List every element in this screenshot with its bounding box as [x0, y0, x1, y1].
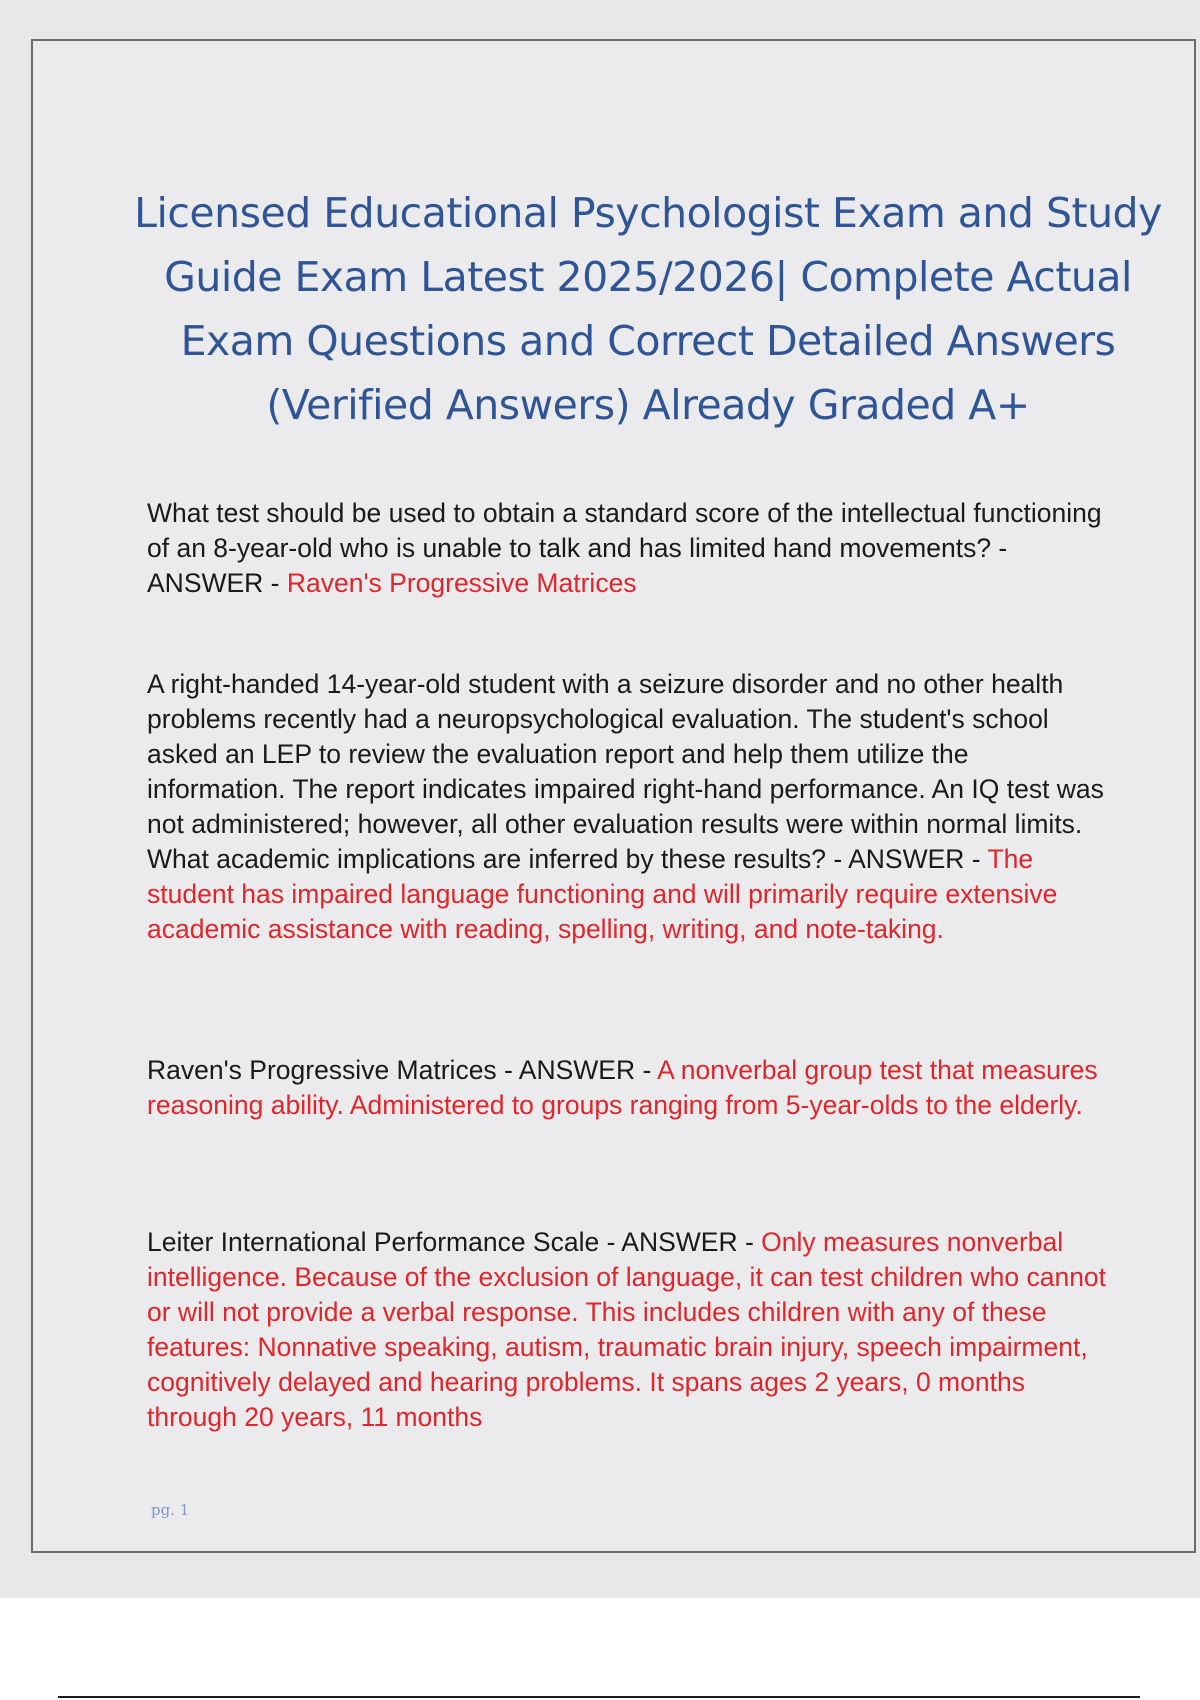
document-title: Licensed Educational Psychologist Exam and Study Guide Exam Latest 2025/2026| Complete Actual Exam Questions and Correct Detailed Answers (Verified Answers) Already Graded A+ [134, 189, 1162, 429]
qa-item [147, 667, 1107, 947]
question-text: Leiter International Performance Scale - ANSWER - [147, 1227, 762, 1257]
qa-item [147, 1225, 1107, 1435]
footer-divider [58, 1696, 1140, 1698]
question-text: A right-handed 14-year-old student with a seizure disorder and no other health problems recently had a neuropsychological evaluation. The student's school asked an LEP to review the evaluation report and help them utilize the information. The report indicates impaired right-hand performance. An IQ test was not administered; however, all other evaluation results were within normal limits. What academic implications are inferred by these results? - ANSWER - [147, 669, 1104, 874]
answer-text: Only measures nonverbal intelligence. Because of the exclusion of language, it can test children who cannot or will not provide a verbal response. This includes children with any of these features: Nonnative speaking, autism, traumatic brain injury, speech impairment, cognitively delayed and hearing problems. It spans ages 2 years, 0 months through 20 years, 11 months [147, 1227, 1107, 1432]
question-text: Raven's Progressive Matrices - ANSWER - [147, 1055, 658, 1085]
answer-text: The student has impaired language functioning and will primarily require extensive academic assistance with reading, spelling, writing, and note-taking. [147, 844, 1058, 944]
answer-text: A nonverbal group test that measures reasoning ability. Administered to groups ranging from 5-year-olds to the elderly. [147, 1055, 1098, 1120]
answer-text: Raven's Progressive Matrices [286, 568, 637, 598]
document-page [31, 39, 1196, 1553]
qa-item [147, 1053, 1107, 1123]
question-text: What test should be used to obtain a standard score of the intellectual functioning of an 8-year-old who is unable to talk and has limited hand movements? - ANSWER - [147, 498, 1102, 598]
page-number: pg. 1 [151, 1501, 190, 1519]
qa-item [147, 496, 1107, 601]
